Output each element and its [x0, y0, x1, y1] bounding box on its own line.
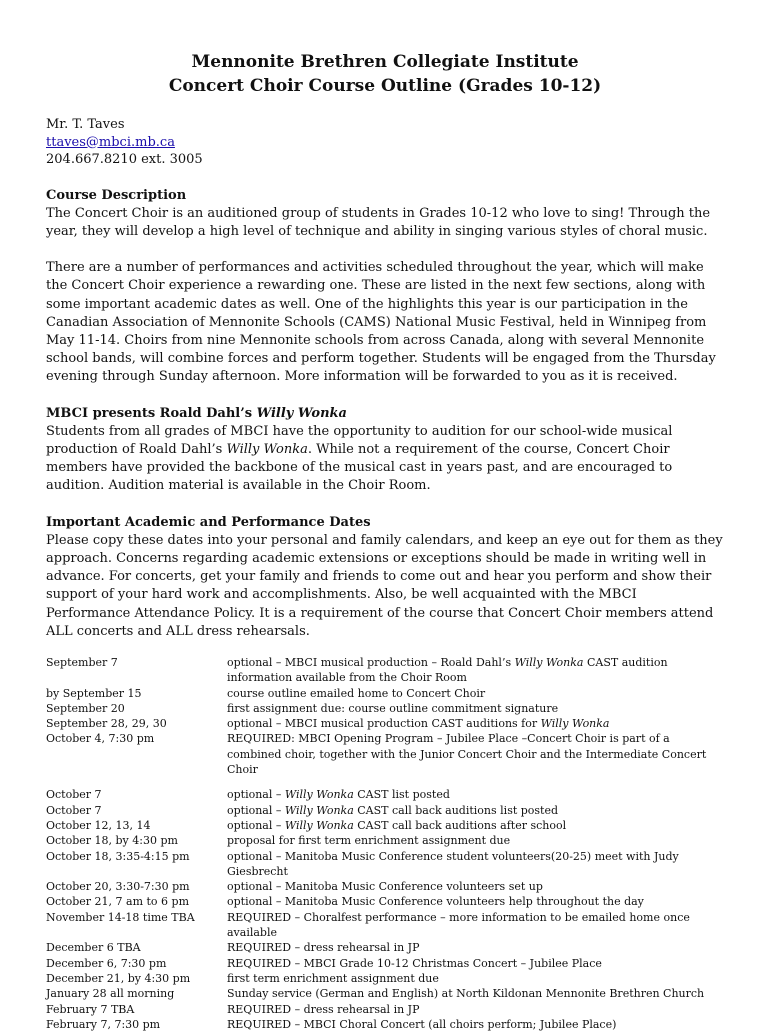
course-description-section — [46, 187, 724, 387]
schedule-date: by September 15 — [46, 686, 142, 700]
schedule-date: December 6 TBA — [46, 941, 141, 955]
schedule-event: REQUIRED – MBCI Grade 10-12 Christmas Concert – Jubilee Place — [227, 956, 602, 970]
schedule-row — [46, 971, 724, 986]
schedule-list — [46, 655, 724, 1032]
schedule-date: February 7, 7:30 pm — [46, 1017, 161, 1031]
schedule-row — [46, 956, 724, 971]
schedule-event: optional – Willy Wonka CAST call back auditions after school — [227, 818, 567, 832]
schedule-date: October 21, 7 am to 6 pm — [46, 895, 190, 909]
schedule-event: optional – MBCI musical production CAST auditions for Willy Wonka — [227, 717, 610, 731]
musical-paragraph — [46, 423, 724, 496]
schedule-event: first term enrichment assignment due — [227, 971, 439, 985]
schedule-event: REQUIRED – Choralfest performance – more information to be emailed home once available — [227, 910, 690, 940]
contact-block — [46, 116, 724, 169]
schedule-date: December 6, 7:30 pm — [46, 956, 167, 970]
schedule-row — [46, 879, 724, 894]
schedule-date: September 20 — [46, 701, 125, 715]
schedule-event: optional – MBCI musical production – Roald Dahl’s Willy Wonka CAST audition information available from the Choir Room — [227, 655, 668, 685]
schedule-row — [46, 701, 724, 716]
schedule-event: optional – Manitoba Music Conference volunteers help throughout the day — [227, 895, 644, 909]
course-description-paragraph-1: The Concert Choir is an auditioned group of students in Grades 10-12 who love to sing! Through the year, they will develop a high level of technique and ability in singing various styles of choral music. — [46, 205, 711, 239]
important-dates-section — [46, 514, 724, 641]
important-dates-paragraph: Please copy these dates into your personal and family calendars, and keep an eye out for them as they approach. Concerns regarding academic extensions or exceptions should be made in writing well in advance. For concerts, get your family and friends to come out and hear you perform and show their support of your hard work and accomplishments. Also, be well acquainted with the MBCI Performance Attendance Policy. It is a requirement of the course that Concert Choir members attend ALL concerts and ALL dress rehearsals. — [46, 532, 723, 639]
musical-section — [46, 405, 724, 496]
email-link[interactable]: ttaves@mbci.mb.ca — [46, 134, 175, 150]
schedule-date: September 28, 29, 30 — [46, 717, 167, 731]
schedule-date: October 18, 3:35-4:15 pm — [46, 849, 190, 863]
schedule-date: October 18, by 4:30 pm — [46, 834, 178, 848]
schedule-event: optional – Manitoba Music Conference volunteers set up — [227, 880, 543, 894]
schedule-row — [46, 655, 724, 686]
schedule-row — [46, 940, 724, 955]
schedule-event: REQUIRED – MBCI Choral Concert (all choirs perform; Jubilee Place) — [227, 1017, 617, 1031]
schedule-row — [46, 894, 724, 909]
schedule-row — [46, 686, 724, 701]
schedule-event: course outline emailed home to Concert Choir — [227, 686, 486, 700]
schedule-date: October 12, 13, 14 — [46, 818, 151, 832]
title-line-2: Concert Choir Course Outline (Grades 10-12) — [168, 76, 602, 96]
schedule-event: REQUIRED – dress rehearsal in JP — [227, 941, 420, 955]
schedule-row — [46, 731, 724, 777]
schedule-date: September 7 — [46, 655, 118, 669]
schedule-event: optional – Manitoba Music Conference student volunteers(20-25) meet with Judy Giesbrecht — [227, 849, 679, 878]
schedule-row — [46, 986, 724, 1001]
course-description-paragraph-2: There are a number of performances and activities scheduled throughout the year, which will make the Concert Choir experience a rewarding one. These are listed in the next few sections, along with some important academic dates as well. One of the highlights this year is our participation in the Canadian Association of Mennonite Schools (CAMS) National Music Festival, held in Winnipeg from May 11-14. Choirs from nine Mennonite schools from across Canada, along with several Mennonite school bands, will combine forces and perform together. Students will be engaged from the Thursday evening through Sunday afternoon. More information will be forwarded to you as it is received. — [46, 260, 716, 385]
schedule-date: January 28 all morning — [46, 987, 175, 1001]
schedule-row — [46, 1002, 724, 1017]
schedule-event: Sunday service (German and English) at North Kildonan Mennonite Brethren Church — [227, 987, 705, 1001]
musical-heading — [46, 405, 724, 423]
schedule-row — [46, 833, 724, 848]
schedule-row — [46, 787, 724, 802]
course-description-heading: Course Description — [46, 187, 187, 203]
schedule-row — [46, 716, 724, 731]
title-line-1: Mennonite Brethren Collegiate Institute — [191, 52, 579, 72]
teacher-name: Mr. T. Taves — [46, 117, 125, 132]
schedule-event: REQUIRED: MBCI Opening Program – Jubilee Place –Concert Choir is part of a combined choir, together with the Junior Concert Choir and the Intermediate Concert Choir — [227, 732, 707, 777]
schedule-row — [46, 910, 724, 941]
schedule-date: November 14-18 time TBA — [46, 910, 195, 924]
schedule-date: October 7 — [46, 803, 102, 817]
schedule-event: first assignment due: course outline commitment signature — [227, 701, 559, 715]
schedule-event: REQUIRED – dress rehearsal in JP — [227, 1002, 420, 1016]
musical-heading-prefix: MBCI presents Roald Dahl’s — [46, 405, 257, 421]
important-dates-heading: Important Academic and Performance Dates — [46, 514, 371, 530]
document-title — [46, 50, 724, 98]
musical-body-a: Students from all grades of MBCI have the opportunity to audition for our school-wide musical production of Roald Dahl’s — [46, 423, 673, 457]
musical-heading-title: Willy Wonka — [256, 405, 347, 421]
schedule-event: optional – Willy Wonka CAST list posted — [227, 788, 450, 802]
schedule-event: proposal for first term enrichment assignment due — [227, 834, 511, 848]
schedule-event: optional – Willy Wonka CAST call back auditions list posted — [227, 803, 559, 817]
schedule-row — [46, 818, 724, 833]
phone-number: 204.667.8210 ext. 3005 — [46, 152, 203, 167]
schedule-row — [46, 849, 724, 880]
schedule-date: October 7 — [46, 788, 102, 802]
schedule-date: February 7 TBA — [46, 1002, 135, 1016]
musical-body-title: Willy Wonka — [226, 441, 308, 457]
schedule-date: December 21, by 4:30 pm — [46, 971, 191, 985]
schedule-date: October 20, 3:30-7:30 pm — [46, 880, 190, 894]
musical-body-b: . While not a requirement of the course, Concert Choir members have provided the backbone of the musical cast in years past, and are encouraged to audition. Audition material is available in the Choir Room. — [46, 441, 673, 494]
schedule-date: October 4, 7:30 pm — [46, 732, 155, 746]
schedule-row — [46, 803, 724, 818]
schedule-row — [46, 1017, 724, 1032]
